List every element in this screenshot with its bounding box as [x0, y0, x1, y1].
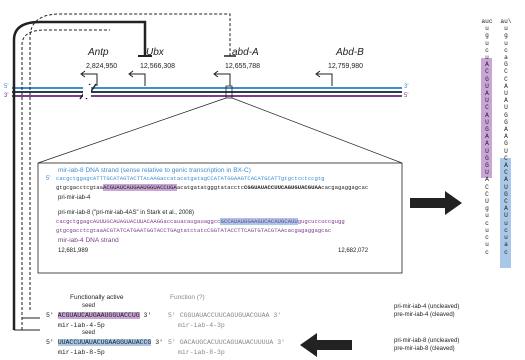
- mir8-5p-seq: UUACCUUAUACUGAAGGUAUACCG: [57, 339, 152, 346]
- label-mir8-cleaved: pre-mir-iab-8 (cleaved): [394, 346, 455, 352]
- seed-label-mir8: seed: [82, 330, 96, 336]
- mir8-3p-five: 5': [168, 339, 176, 346]
- strand-3-left: 3': [4, 93, 9, 99]
- inset-seq3: [56, 219, 345, 225]
- strand-5-left: 5': [4, 84, 9, 90]
- mir4-5p-seq: ACGUAUCAUGAAUGGUACCUG: [57, 312, 140, 319]
- mir4-3p-five: 5': [168, 312, 176, 319]
- mir4-3p-name: mir-iab-4-3p: [178, 322, 225, 329]
- seed-label-mir4: seed: [82, 303, 96, 309]
- inset-seq-top-5: 5': [46, 176, 51, 182]
- hairpin-left-stem: auc u g u c u A C G U A U C A U G A A U G G U A C C U g u c u c u c: [481, 18, 493, 256]
- inset-seq3-pre: cacgctggagcAUUUGCAUAGUACUUACAAGGaccauacaugauaggcc: [56, 218, 221, 225]
- label-mir8-uncleaved: pri-mir-iab-8 (uncleaved): [394, 338, 460, 344]
- gene-coord-abd-a: 12,655,788: [225, 63, 261, 70]
- gene-name-antp: Antp: [88, 47, 109, 58]
- gene-arrows: [81, 71, 332, 86]
- mir4-3p-three: 3': [273, 312, 282, 319]
- inset-seq-bottom-pre: gtgcgacctcgtaa: [56, 184, 103, 191]
- gene-name-abd-a: abd-A: [232, 47, 259, 58]
- label-mir4-uncleaved: pri-mir-iab-4 (uncleaved): [394, 304, 460, 310]
- inset-seq-bottom-mid: acatgatatgggtatacctc: [176, 184, 244, 191]
- mir4-5p-five: 5': [46, 312, 54, 319]
- inset-seq-bottom: [56, 185, 368, 191]
- hairpin-right-stem: au\ u g u c a G C C A U A U G G A A G U C A C A U G C A U u c u a c: [500, 18, 512, 256]
- gene-coord-abd-b: 12,759,980: [328, 63, 364, 70]
- mir8-5p-five: 5': [46, 339, 54, 346]
- label-mir4-cleaved: pre-mir-iab-4 (cleaved): [394, 312, 455, 318]
- gene-name-abd-b: Abd-B: [336, 47, 364, 58]
- inset-seq4: gtgcgacctcgtaaACGTATCATGAATGGTACCTGAgtatctatcCGGTATACCTTCAGTGTACGTAAcacgagaggagcac: [56, 227, 332, 234]
- gene-coord-ubx: 12,566,308: [140, 63, 176, 70]
- mir8-3p: [168, 340, 285, 347]
- inset-mir4-strand: mir-iab-4 DNA strand: [58, 237, 119, 244]
- mir4-5p: [46, 313, 151, 320]
- inset-label-mir8: pri-mir-iab-8 ("pri-mir-iab-4AS" in Stark et al., 2008): [58, 210, 194, 216]
- inset-seq3-hl: GCCAUAUGGAAGUCACAUGCAUU: [220, 218, 298, 225]
- mir8-5p: [46, 340, 163, 347]
- inset-title: mir-iab-8 DNA strand (sense relative to genic transcription in BX-C): [58, 167, 251, 174]
- strand-3-right: 3': [404, 84, 409, 90]
- mir8-3p-three: 3': [277, 339, 286, 346]
- header-function: Function (?): [170, 294, 205, 301]
- mir4-5p-name: mir-iab-4-5p: [58, 322, 105, 329]
- header-active: Functionally active: [70, 294, 124, 301]
- zoom-lines: [38, 98, 402, 163]
- mir4-5p-three: 3': [143, 312, 152, 319]
- inset-label-mir4: pri-mir-iab-4: [58, 195, 91, 201]
- inset-coord-right: 12,682,072: [338, 248, 369, 254]
- mir8-3p-seq: GACAUGCACUUCAGUAUACUUUUA: [179, 339, 274, 346]
- mir8-5p-name: mir-iab-8-5p: [58, 349, 105, 356]
- inset-seq-bottom-post: CGGUAUACCUUCAGUGUACGUAA: [244, 184, 322, 191]
- mir4-3p: [168, 313, 281, 320]
- genomic-strands: [12, 84, 402, 99]
- gene-coord-antp: 2,824,950: [86, 63, 118, 70]
- inset-seq-bottom-hl: ACGUAUCAUGAAUGGUACCUGA: [103, 184, 177, 191]
- mir8-5p-three: 3': [155, 339, 164, 346]
- inset-seq-bottom-tail: cacgagaggagcac: [321, 184, 369, 191]
- inset-seq3-post: gugcuccuccgugg: [297, 218, 345, 225]
- mir4-3p-seq: CGGUAUACCUUCAGUGUACGUAA: [179, 312, 270, 319]
- inset-seq-top: cacgctggagcATTTGCATAGTACTTAcAAGaccatacatgatagCCATATGGAAGTCACATGCATTgtgctcctccgtg: [56, 175, 325, 182]
- inset-coord-left: 12,681,989: [58, 248, 89, 254]
- strand-5-right: 5': [404, 93, 409, 99]
- gene-name-ubx: Ubx: [146, 47, 164, 58]
- mir8-3p-name: mir-iab-8-3p: [178, 349, 225, 356]
